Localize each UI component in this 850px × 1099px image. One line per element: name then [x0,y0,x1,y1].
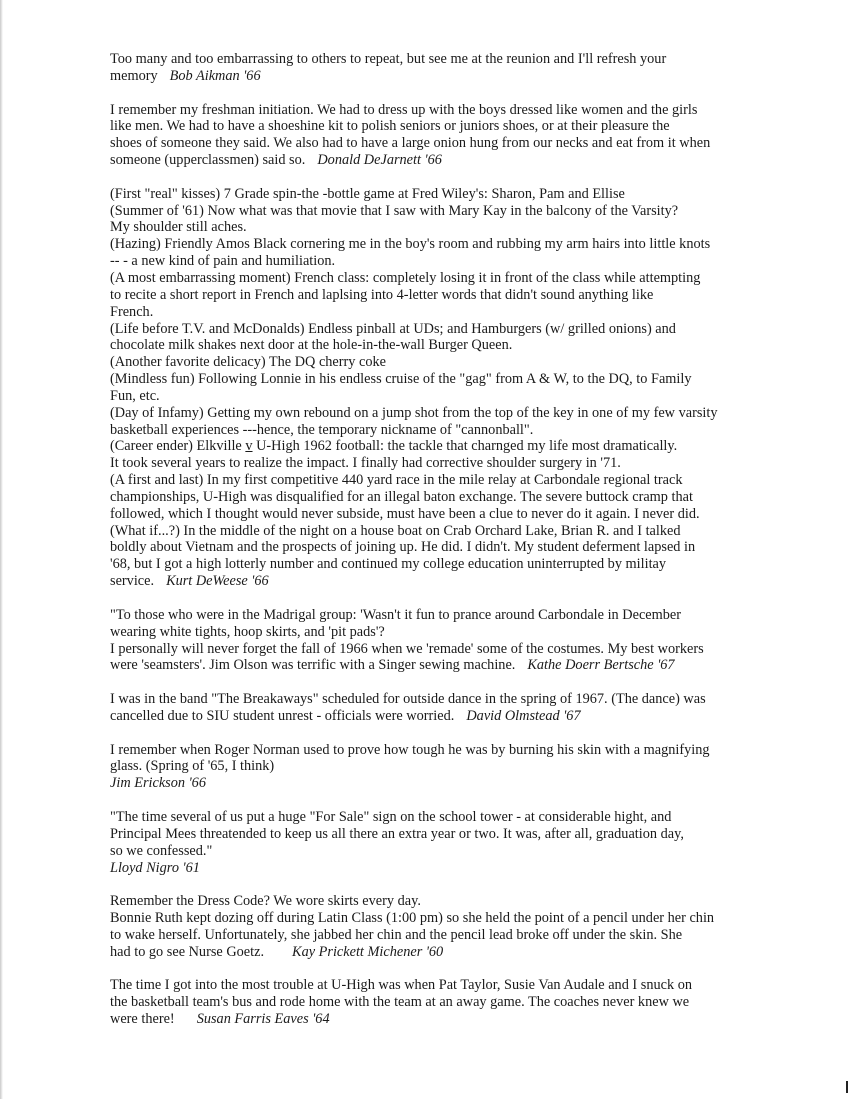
entry-text-line: someone (upperclassmen) said so. [110,152,306,169]
entry-text-line: My shoulder still aches. [110,219,247,236]
entry-text-line: (Day of Infamy) Getting my own rebound on a jump shot from the top of the key in one of my few varsity [110,404,718,421]
scan-mark [846,1081,848,1093]
author-signature: Kay Prickett Michener '60 [292,943,444,960]
entry-text-line: "The time several of us put a huge "For Sale" sign on the school tower - at considerable hight, and [110,808,672,825]
entry-text-line: '68, but I got a high lotterly number and continued my college education uninterrupted by militay [110,556,667,573]
entry-text-line: It took several years to realize the impact. I finally had corrective shoulder surgery in '71. [110,455,621,472]
entry-text-line: (What if...?) In the middle of the night on a house boat on Crab Orchard Lake, Brian R. and I talked [110,522,681,539]
entry-text-line: -- - a new kind of pain and humiliation. [110,253,336,270]
entry-text-line: championships, U-High was disqualified for an illegal baton exchange. The severe buttock cramp that [110,488,693,505]
entry-text-line: boldly about Vietnam and the prospects of joining up. He did. I didn't. My student deferment lapsed in [110,539,696,556]
entry-text-line: Bonnie Ruth kept dozing off during Latin Class (1:00 pm) so she held the point of a pencil under her chin [110,910,715,927]
entry-text-line: Principal Mees threatended to keep us all there an extra year or two. It was, after all, graduation day, [110,825,684,842]
memory-entry [110,893,770,960]
entry-text-line: (First "real" kisses) 7 Grade spin-the -bottle game at Fred Wiley's: Sharon, Pam and Ellise [110,185,625,202]
entry-text-line: cancelled due to SIU student unrest - officials were worried. [110,707,455,724]
author-signature: Lloyd Nigro '61 [110,859,200,876]
entry-text-line: (A most embarrassing moment) French class: completely losing it in front of the class while attempting [110,269,701,286]
entry-text-line: Fun, etc. [110,387,160,404]
document-page [110,51,770,1028]
memory-entry [110,742,770,793]
entry-text-line: memory [110,67,158,84]
memory-entry [110,51,770,85]
entry-text-line: (Hazing) Friendly Amos Black cornering me in the boy's room and rubbing my arm hairs into little knots [110,236,711,253]
entry-text-line: (Summer of '61) Now what was that movie that I saw with Mary Kay in the balcony of the Varsity? [110,202,679,219]
memory-entry [110,977,770,1028]
entry-text-line: French. [110,303,154,320]
scan-edge [0,0,3,1099]
entry-text-line: (Career ender) Elkville v U-High 1962 football: the tackle that charnged my life most dramatically. [110,438,678,455]
entry-text-line: were there! [110,1011,175,1028]
entry-text-line: so we confessed." [110,842,213,859]
entry-text-line: I remember when Roger Norman used to prove how tough he was by burning his skin with a magnifying [110,741,710,758]
author-signature: Kathe Doerr Bertsche '67 [527,657,675,674]
author-signature: Donald DeJarnett '66 [317,152,442,169]
author-signature: Kurt DeWeese '66 [166,573,269,590]
entry-text-line: Remember the Dress Code? We wore skirts every day. [110,893,421,910]
entry-text-line: The time I got into the most trouble at U-High was when Pat Taylor, Susie Van Audale and I snuck on [110,977,692,994]
entry-text-line: I personally will never forget the fall of 1966 when we 'remade' some of the costumes. My best workers [110,640,704,657]
entry-text-line: "To those who were in the Madrigal group: 'Wasn't it fun to prance around Carbondale in December [110,606,682,623]
entry-text-line: had to go see Nurse Goetz. [110,943,265,960]
entry-text-line: the basketball team's bus and rode home with the team at an away game. The coaches never knew we [110,994,690,1011]
author-signature: Jim Erickson '66 [110,775,206,792]
entry-text-line: Too many and too embarrassing to others to repeat, but see me at the reunion and I'll refresh your [110,51,667,67]
entry-text-line: like men. We had to have a shoeshine kit to polish seniors or juniors shoes, or at their pleasure the [110,118,670,135]
entry-text-line: to recite a short report in French and laplsing into 4-letter words that didn't sound anything like [110,286,654,303]
author-signature: Susan Farris Eaves '64 [196,1011,330,1028]
author-signature: Bob Aikman '66 [169,67,261,84]
entry-text-line: (Another favorite delicacy) The DQ cherry coke [110,354,387,371]
entry-text-line: (A first and last) In my first competitive 440 yard race in the mile relay at Carbondale regional track [110,472,683,489]
memory-entry [110,186,770,590]
author-signature: David Olmstead '67 [466,707,581,724]
memory-entry [110,102,770,169]
entry-text-line: wearing white tights, hoop skirts, and 'pit pads'? [110,623,385,640]
memory-entry [110,809,770,876]
entry-text-line: service. [110,573,155,590]
memory-entry [110,607,770,674]
entry-text-line: (Life before T.V. and McDonalds) Endless pinball at UDs; and Hamburgers (w/ grilled onions) and [110,320,676,337]
entry-text-line: I remember my freshman initiation. We had to dress up with the boys dressed like women and the girls [110,101,698,118]
entry-text-line: chocolate milk shakes next door at the hole-in-the-wall Burger Queen. [110,337,513,354]
entry-text-line: glass. (Spring of '65, I think) [110,758,275,775]
entry-text-line: were 'seamsters'. Jim Olson was terrific with a Singer sewing machine. [110,657,516,674]
entry-text-line: (Mindless fun) Following Lonnie in his endless cruise of the "gag" from A & W, to the DQ, to Family [110,371,692,388]
entry-text-line: I was in the band "The Breakaways" scheduled for outside dance in the spring of 1967. (The dance) was [110,691,706,708]
entry-text-line: shoes of someone they said. We also had to have a large onion hung from our necks and eat from it when [110,135,711,152]
entry-text-line: basketball experiences ---hence, the temporary nickname of "cannonball". [110,421,534,438]
memory-entry [110,691,770,725]
entry-text-line: followed, which I thought would never subside, must have been a clue to never do it again. I never did. [110,505,700,522]
entry-text-line: to wake herself. Unfortunately, she jabbed her chin and the pencil lead broke off under the skin. She [110,926,683,943]
